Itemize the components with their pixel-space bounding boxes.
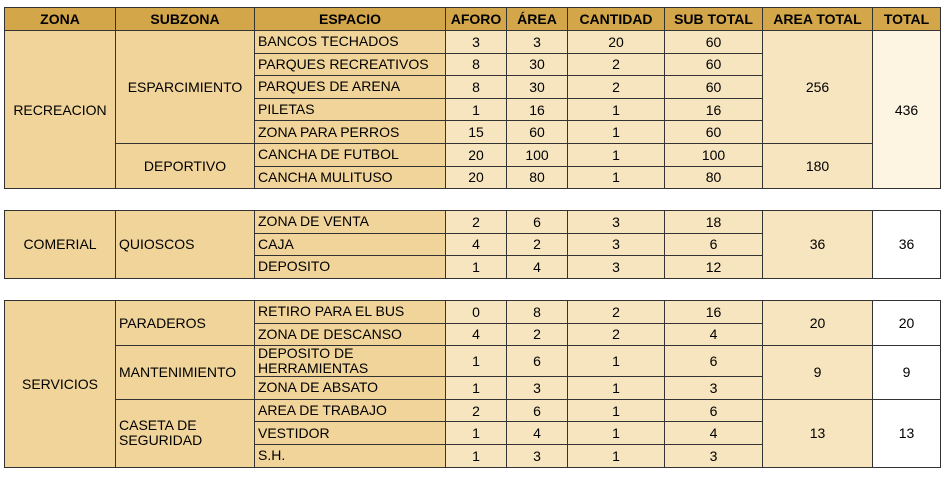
aforo-cell: 1 [446, 256, 507, 279]
espacio-cell: CAJA [255, 233, 446, 256]
area-cell: 6 [507, 399, 568, 422]
area-cell: 100 [507, 143, 568, 166]
table-row [5, 143, 941, 166]
cantidad-cell: 1 [568, 377, 665, 400]
header-subtotal: SUB TOTAL [665, 8, 763, 31]
espacio-cell: DEPOSITO DE HERRAMIENTAS [255, 346, 446, 377]
subtotal-cell: 80 [665, 166, 763, 189]
cantidad-cell: 1 [568, 166, 665, 189]
aforo-cell: 1 [446, 377, 507, 400]
header-aforo: AFORO [446, 8, 507, 31]
header-area-total: AREA TOTAL [763, 8, 873, 31]
area-cell: 2 [507, 323, 568, 346]
area-cell: 6 [507, 211, 568, 234]
espacio-cell: ZONA DE VENTA [255, 211, 446, 234]
espacio-cell: ZONA DE ABSATO [255, 377, 446, 400]
aforo-cell: 8 [446, 53, 507, 76]
total-cell: 436 [873, 31, 941, 189]
area-cell: 16 [507, 98, 568, 121]
area-total-cell: 256 [763, 31, 873, 144]
table-row [5, 211, 941, 234]
zona-cell: SERVICIOS [5, 301, 116, 468]
aforo-cell: 1 [446, 444, 507, 467]
espacio-cell: ZONA DE DESCANSO [255, 323, 446, 346]
cantidad-cell: 2 [568, 53, 665, 76]
subzona-cell: QUIOSCOS [116, 211, 255, 279]
zona-cell: RECREACION [5, 31, 116, 189]
area-cell: 30 [507, 76, 568, 99]
cantidad-cell: 1 [568, 98, 665, 121]
area-cell: 3 [507, 377, 568, 400]
table-row [5, 31, 941, 54]
aforo-cell: 8 [446, 76, 507, 99]
area-total-cell: 13 [763, 399, 873, 467]
area-cell: 30 [507, 53, 568, 76]
espacio-cell: PARQUES DE ARENA [255, 76, 446, 99]
subzona-cell: CASETA DE SEGURIDAD [116, 399, 255, 467]
area-cell: 8 [507, 301, 568, 324]
area-cell: 4 [507, 422, 568, 445]
header-subzona: SUBZONA [116, 8, 255, 31]
zona-cell: COMERIAL [5, 211, 116, 279]
aforo-cell: 1 [446, 98, 507, 121]
total-cell: 20 [873, 301, 941, 346]
area-cell: 4 [507, 256, 568, 279]
header-area: ÁREA [507, 8, 568, 31]
aforo-cell: 0 [446, 301, 507, 324]
espacio-cell: VESTIDOR [255, 422, 446, 445]
table-row [5, 346, 941, 377]
header-cantidad: CANTIDAD [568, 8, 665, 31]
subtotal-cell: 6 [665, 233, 763, 256]
header-total: TOTAL [873, 8, 941, 31]
area-total-cell: 180 [763, 143, 873, 188]
header-espacio: ESPACIO [255, 8, 446, 31]
subtotal-cell: 16 [665, 301, 763, 324]
subtotal-cell: 4 [665, 323, 763, 346]
aforo-cell: 20 [446, 166, 507, 189]
espacio-cell: ZONA PARA PERROS [255, 121, 446, 144]
espacio-cell: AREA DE TRABAJO [255, 399, 446, 422]
area-cell: 2 [507, 233, 568, 256]
subtotal-cell: 60 [665, 76, 763, 99]
recreacion-table [4, 7, 941, 189]
cantidad-cell: 1 [568, 422, 665, 445]
espacio-cell: BANCOS TECHADOS [255, 31, 446, 54]
subzona-cell: DEPORTIVO [116, 143, 255, 188]
aforo-cell: 1 [446, 346, 507, 377]
espacio-cell: S.H. [255, 444, 446, 467]
cantidad-cell: 1 [568, 346, 665, 377]
servicios-table [4, 300, 941, 468]
subzona-cell: MANTENIMIENTO [116, 346, 255, 400]
cantidad-cell: 3 [568, 211, 665, 234]
subtotal-cell: 60 [665, 121, 763, 144]
cantidad-cell: 1 [568, 143, 665, 166]
aforo-cell: 2 [446, 211, 507, 234]
table-row [5, 301, 941, 324]
area-cell: 6 [507, 346, 568, 377]
subtotal-cell: 100 [665, 143, 763, 166]
espacio-cell: PARQUES RECREATIVOS [255, 53, 446, 76]
espacio-cell: DEPOSITO [255, 256, 446, 279]
subtotal-cell: 3 [665, 444, 763, 467]
header-zona: ZONA [5, 8, 116, 31]
area-total-cell: 9 [763, 346, 873, 400]
total-cell: 36 [873, 211, 941, 279]
cantidad-cell: 1 [568, 444, 665, 467]
cantidad-cell: 1 [568, 399, 665, 422]
header-row [5, 8, 941, 31]
subtotal-cell: 60 [665, 31, 763, 54]
aforo-cell: 4 [446, 323, 507, 346]
subzona-cell: ESPARCIMIENTO [116, 31, 255, 144]
area-total-cell: 20 [763, 301, 873, 346]
subtotal-cell: 3 [665, 377, 763, 400]
area-total-cell: 36 [763, 211, 873, 279]
aforo-cell: 3 [446, 31, 507, 54]
comercial-table [4, 210, 941, 279]
table-row [5, 399, 941, 422]
aforo-cell: 20 [446, 143, 507, 166]
cantidad-cell: 1 [568, 121, 665, 144]
cantidad-cell: 2 [568, 323, 665, 346]
area-cell: 60 [507, 121, 568, 144]
area-cell: 3 [507, 31, 568, 54]
subtotal-cell: 4 [665, 422, 763, 445]
total-cell: 13 [873, 399, 941, 467]
espacio-cell: CANCHA DE FUTBOL [255, 143, 446, 166]
subtotal-cell: 60 [665, 53, 763, 76]
area-cell: 3 [507, 444, 568, 467]
espacio-cell: PILETAS [255, 98, 446, 121]
subzona-cell: PARADEROS [116, 301, 255, 346]
area-cell: 80 [507, 166, 568, 189]
subtotal-cell: 16 [665, 98, 763, 121]
espacio-cell: CANCHA MULITUSO [255, 166, 446, 189]
subtotal-cell: 6 [665, 346, 763, 377]
subtotal-cell: 12 [665, 256, 763, 279]
aforo-cell: 4 [446, 233, 507, 256]
cantidad-cell: 2 [568, 76, 665, 99]
aforo-cell: 15 [446, 121, 507, 144]
cantidad-cell: 3 [568, 233, 665, 256]
cantidad-cell: 3 [568, 256, 665, 279]
subtotal-cell: 18 [665, 211, 763, 234]
subtotal-cell: 6 [665, 399, 763, 422]
aforo-cell: 1 [446, 422, 507, 445]
espacio-cell: RETIRO PARA EL BUS [255, 301, 446, 324]
cantidad-cell: 2 [568, 301, 665, 324]
total-cell: 9 [873, 346, 941, 400]
cantidad-cell: 20 [568, 31, 665, 54]
aforo-cell: 2 [446, 399, 507, 422]
